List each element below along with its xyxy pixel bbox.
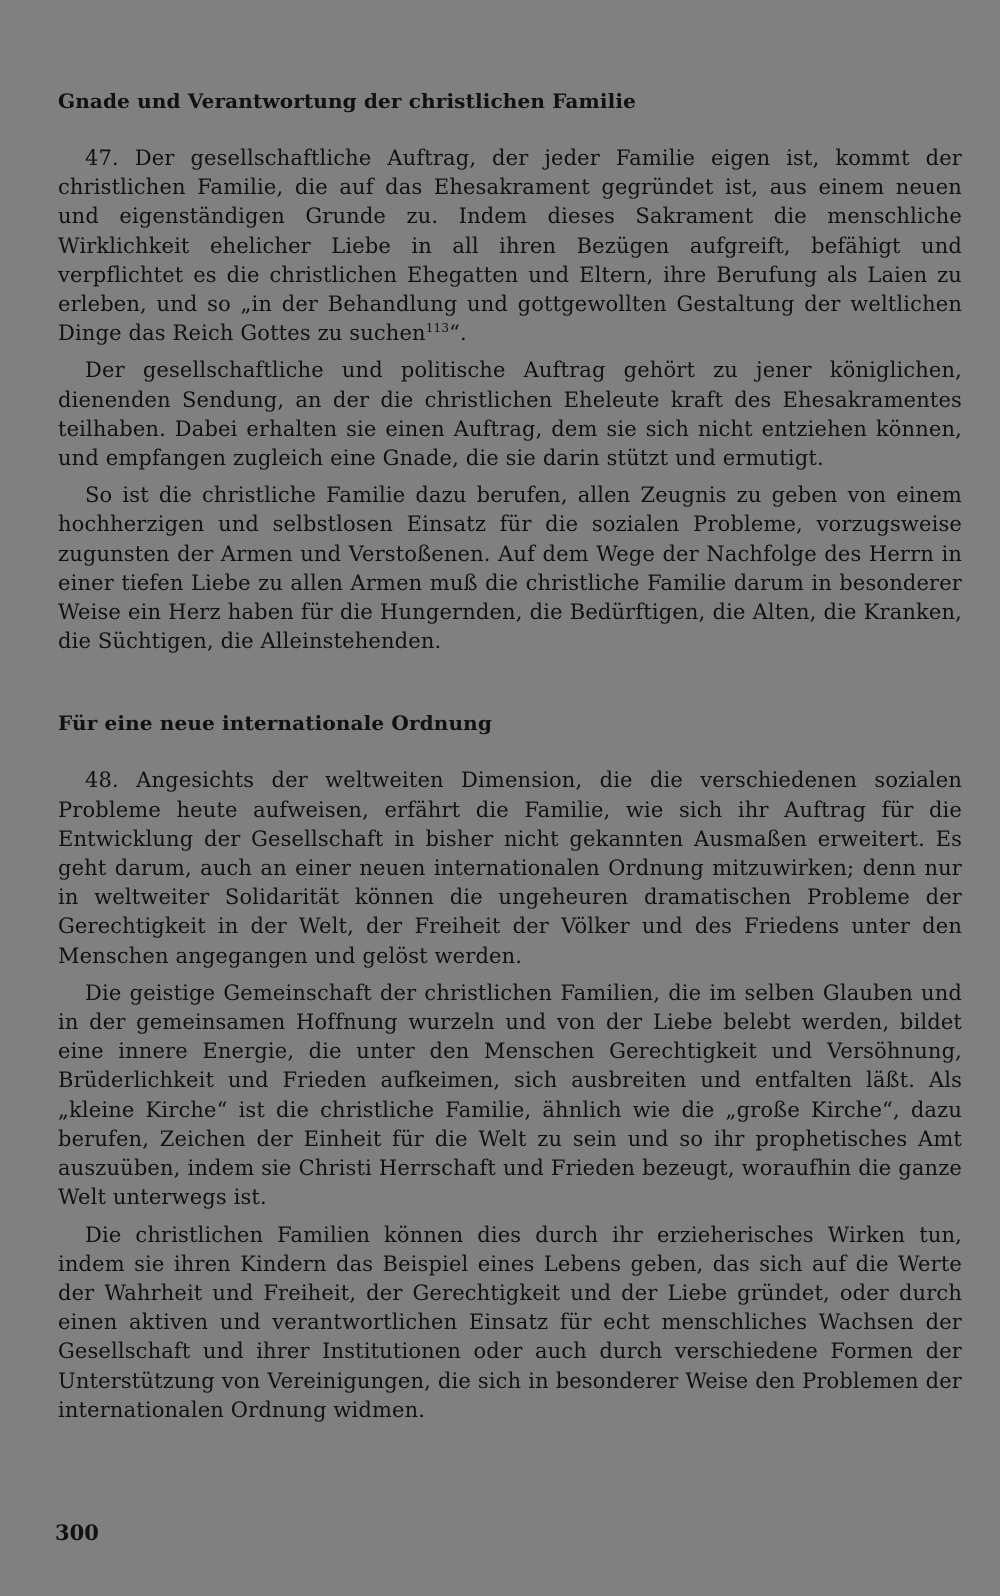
- section-heading-47: Gnade und Verantwortung der christlichen Familie: [58, 89, 636, 113]
- footnote-reference-113: 113: [425, 321, 450, 336]
- paragraph-48-1: 48. Angesichts der weltweiten Dimension, die die verschiedenen sozialen Probleme heute aufweisen, erfährt die Familie, wie sich ihr Auftrag für die Entwicklung der Gesellschaft in bisher nicht gekannten Ausmaßen erweitert. Es geht darum, auch an einer neuen internationalen Ordnung mitzuwirken; denn nur in weltweiter Solidarität können die ungeheuren dramatischen Probleme der Gerechtigkeit in der Welt, der Freiheit der Völker und des Friedens unter den Menschen angegangen und gelöst werden.: [58, 768, 962, 968]
- paragraph-48-3: Die christlichen Familien können dies durch ihr erzieherisches Wirken tun, indem sie ihren Kindern das Beispiel eines Lebens geben, das sich auf die Werte der Wahrheit und Freiheit, der Gerechtigkeit und der Liebe gründet, oder durch einen aktiven und verantwortlichen Einsatz für echt menschliches Wachsen der Gesellschaft und ihrer Institutionen oder auch durch verschiedene Formen der Unterstützung von Vereinigungen, die sich in besonderer Weise den Problemen der internationalen Ordnung widmen.: [58, 1222, 962, 1422]
- page-body: [58, 86, 962, 1433]
- paragraph-47-2: Der gesellschaftliche und politische Auftrag gehört zu jener königlichen, dienenden Sendung, an der die christlichen Eheleute kraft des Ehesakramentes teilhaben. Dabei erhalten sie einen Auftrag, dem sie sich nicht entziehen können, und empfangen zugleich eine Gnade, die sie darin stützt und ermutigt.: [58, 358, 962, 471]
- page-number: 300: [55, 1520, 99, 1545]
- paragraph-47-1: [58, 144, 962, 348]
- paragraph-48-2: Die geistige Gemeinschaft der christlichen Familien, die im selben Glauben und in der gemeinsamen Hoffnung wurzeln und von der Liebe belebt werden, bildet eine innere Energie, die unter den Menschen Gerechtigkeit und Versöhnung, Brüderlichkeit und Frieden aufkeimen, sich ausbreiten und entfalten läßt. Als „kleine Kirche“ ist die christliche Familie, ähnlich wie die „große Kirche“, dazu berufen, Zeichen der Einheit für die Welt zu sein und so ihr prophetisches Amt auszuüben, indem sie Christi Herrschaft und Frieden bezeugt, woraufhin die ganze Welt unterwegs ist.: [58, 980, 962, 1210]
- paragraph-47-1-text: 47. Der gesellschaftliche Auftrag, der jeder Familie eigen ist, kommt der christlichen Familie, die auf das Ehesakrament gegründet ist, aus einem neuen und eigenständigen Grunde zu. Indem dieses Sakrament die menschliche Wirklichkeit ehelicher Liebe in all ihren Bezügen aufgreift, befähigt und verpflichtet es die christlichen Ehegatten und Eltern, ihre Berufung als Laien zu erleben, und so „in der Behandlung und gottgewollten Gestaltung der weltlichen Dinge das Reich Gottes zu suchen: [58, 146, 962, 346]
- section-heading-48: Für eine neue internationale Ordnung: [58, 711, 492, 736]
- paragraph-47-3: So ist die christliche Familie dazu berufen, allen Zeugnis zu geben von einem hochherzigen und selbstlosen Einsatz für die sozialen Probleme, vorzugsweise zugunsten der Armen und Verstoßenen. Auf dem Wege der Nachfolge des Herrn in einer tiefen Liebe zu allen Armen muß die christliche Familie darum in besonderer Weise ein Herz haben für die Hungernden, die Bedürftigen, die Alten, die Kranken, die Süchtigen, die Alleinstehenden.: [58, 483, 962, 654]
- quote-close: “.: [449, 321, 467, 346]
